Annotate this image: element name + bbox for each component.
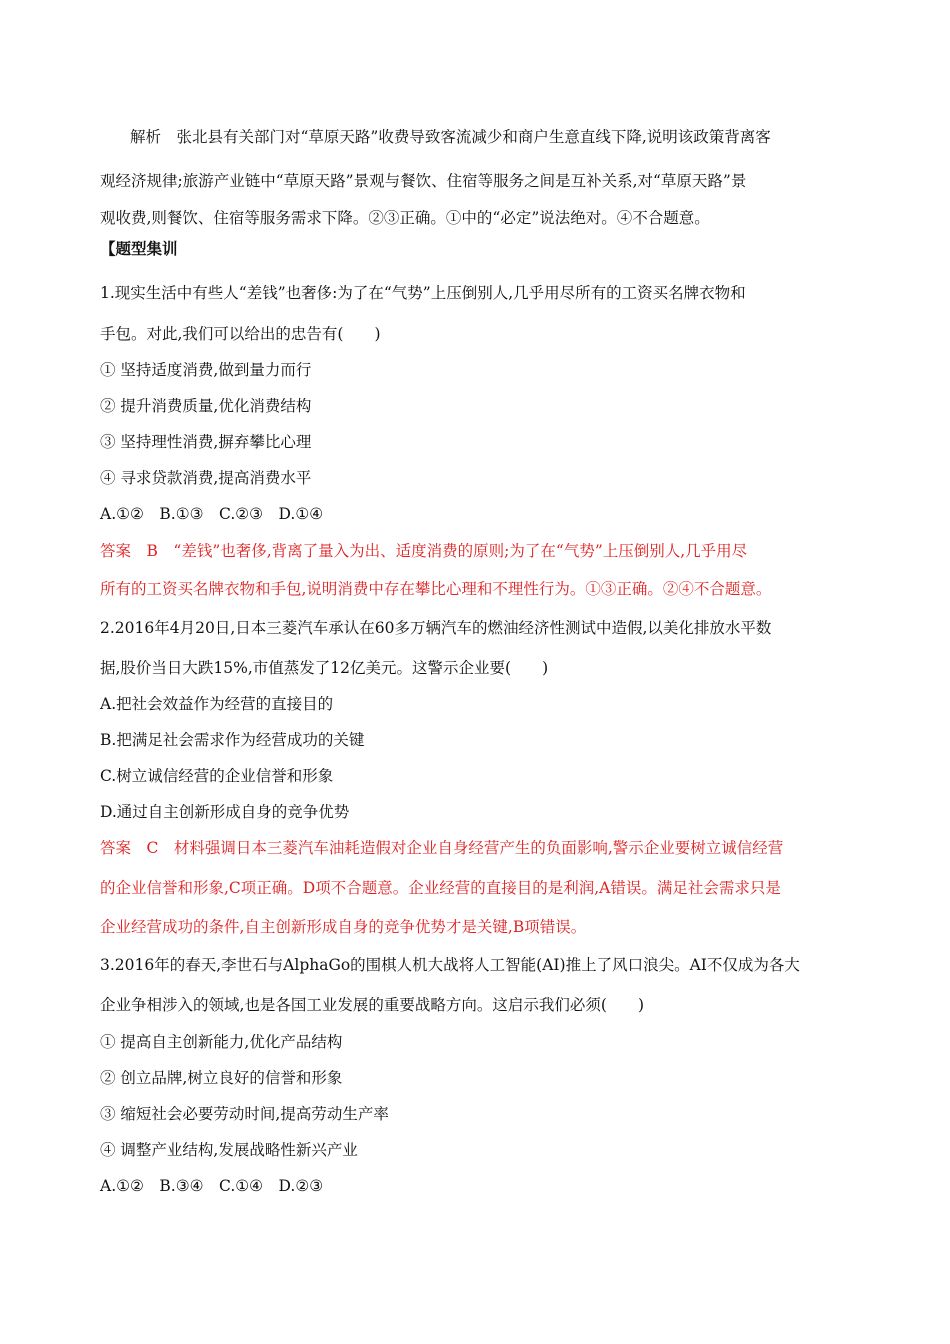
q2-answer-line-1: 答案 C 材料强调日本三菱汽车油耗造假对企业自身经营产生的负面影响,警示企业要树立诚信经营 <box>100 839 784 857</box>
q3-stem-line-1: 3.2016年的春天,李世石与AlphaGo的围棋人机大战将人工智能(AI)推上了风口浪尖。AI不仅成为各大 <box>100 956 800 974</box>
q1-option-1: ① 坚持适度消费,做到量力而行 <box>100 361 312 379</box>
q2-stem-line-1: 2.2016年4月20日,日本三菱汽车承认在60多万辆汽车的燃油经济性测试中造假,以美化排放水平数 <box>100 619 772 637</box>
q3-choices: A.①② B.③④ C.①④ D.②③ <box>100 1177 324 1195</box>
q2-option-d: D.通过自主创新形成自身的竞争优势 <box>100 803 350 821</box>
q2-stem-line-2: 据,股价当日大跌15%,市值蒸发了12亿美元。这警示企业要( ) <box>100 659 549 677</box>
q2-option-a: A.把社会效益作为经营的直接目的 <box>100 695 334 713</box>
q3-option-3: ③ 缩短社会必要劳动时间,提高劳动生产率 <box>100 1105 389 1123</box>
q2-option-c: C.树立诚信经营的企业信誉和形象 <box>100 767 334 785</box>
q2-answer-line-3: 企业经营成功的条件,自主创新形成自身的竞争优势才是关键,B项错误。 <box>100 918 587 936</box>
q1-answer-line-1: 答案 B “差钱”也奢侈,背离了量入为出、适度消费的原则;为了在“气势”上压倒别人,几乎用尽 <box>100 542 748 560</box>
q2-option-b: B.把满足社会需求作为经营成功的关键 <box>100 731 365 749</box>
q1-stem-line-2: 手包。对此,我们可以给出的忠告有( ) <box>100 325 381 343</box>
q3-stem-line-2: 企业争相涉入的领域,也是各国工业发展的重要战略方向。这启示我们必须( ) <box>100 996 645 1014</box>
q3-option-4: ④ 调整产业结构,发展战略性新兴产业 <box>100 1141 358 1159</box>
q1-stem-line-1: 1.现实生活中有些人“差钱”也奢侈:为了在“气势”上压倒别人,几乎用尽所有的工资买名牌衣物和 <box>100 284 746 302</box>
q1-choices: A.①② B.①③ C.②③ D.①④ <box>100 505 324 523</box>
q1-option-2: ② 提升消费质量,优化消费结构 <box>100 397 312 415</box>
analysis-line-1: 解析 张北县有关部门对“草原天路”收费导致客流减少和商户生意直线下降,说明该政策背离客 <box>130 128 771 146</box>
q1-option-3: ③ 坚持理性消费,摒弃攀比心理 <box>100 433 312 451</box>
q1-option-4: ④ 寻求贷款消费,提高消费水平 <box>100 469 312 487</box>
q3-option-2: ② 创立品牌,树立良好的信誉和形象 <box>100 1069 343 1087</box>
analysis-line-2: 观经济规律;旅游产业链中“草原天路”景观与餐饮、住宿等服务之间是互补关系,对“草原天路”景 <box>100 172 747 190</box>
section-header: 【题型集训 <box>100 239 178 258</box>
q2-answer-line-2: 的企业信誉和形象,C项正确。D项不合题意。企业经营的直接目的是利润,A错误。满足社会需求只是 <box>100 879 781 897</box>
q3-option-1: ① 提高自主创新能力,优化产品结构 <box>100 1033 343 1051</box>
q1-answer-line-2: 所有的工资买名牌衣物和手包,说明消费中存在攀比心理和不理性行为。①③正确。②④不合题意。 <box>100 580 772 598</box>
analysis-line-3: 观收费,则餐饮、住宿等服务需求下降。②③正确。①中的“必定”说法绝对。④不合题意。 <box>100 209 710 227</box>
